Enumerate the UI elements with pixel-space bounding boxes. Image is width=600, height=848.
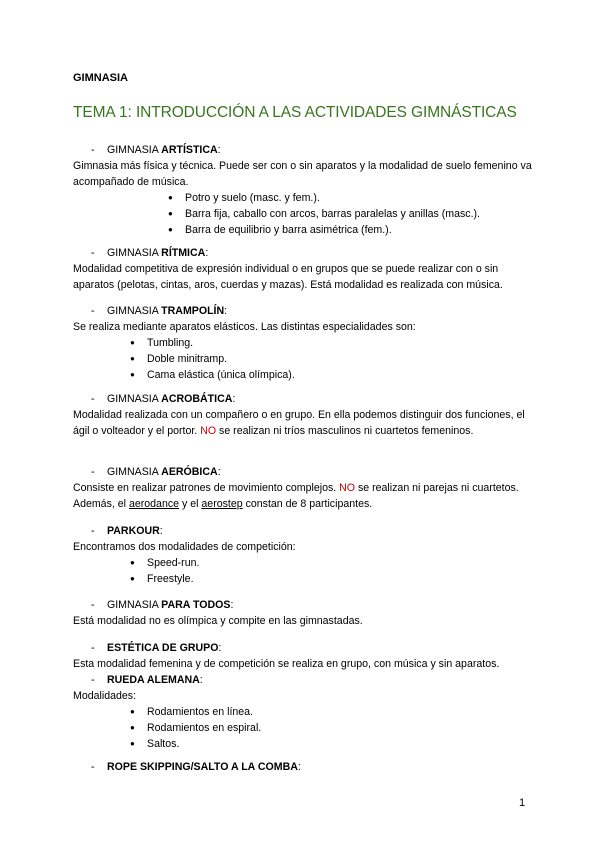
section-body: Gimnasia más física y técnica. Puede ser con o sin aparatos y la modalidad de suelo femenino va acompañado de música. bbox=[73, 160, 532, 188]
dash-bullet: - bbox=[91, 247, 95, 259]
section-name: AERÓBICA bbox=[161, 466, 218, 478]
section-heading: - ROPE SKIPPING/SALTO A LA COMBA: bbox=[91, 761, 301, 773]
section-name: PARA TODOS bbox=[161, 599, 231, 611]
section-body: Se realiza mediante aparatos elásticos. Las distintas especialidades son: bbox=[73, 321, 416, 333]
section-name: RUEDA ALEMANA bbox=[107, 674, 200, 686]
list-item: ● Cama elástica (única olímpica). bbox=[147, 367, 533, 383]
section-ritmica bbox=[73, 245, 533, 293]
section-heading: - GIMNASIA TRAMPOLÍN: bbox=[91, 305, 228, 317]
list-item: ● Rodamientos en espiral. bbox=[147, 720, 533, 736]
bullet-list bbox=[73, 335, 533, 383]
section-name: ARTÍSTICA bbox=[161, 144, 218, 156]
section-heading: - GIMNASIA ARTÍSTICA: bbox=[91, 144, 221, 156]
underlined-term-aerostep: aerostep bbox=[201, 498, 243, 510]
page-number: 1 bbox=[519, 797, 526, 809]
list-item: ● Speed-run. bbox=[147, 555, 533, 571]
section-acrobatica bbox=[73, 391, 533, 439]
dash-bullet: - bbox=[91, 466, 95, 478]
section-heading: - RUEDA ALEMANA: bbox=[91, 674, 203, 686]
emphasis-no: NO bbox=[339, 482, 356, 494]
section-aerobica bbox=[73, 464, 533, 512]
bullet-list bbox=[73, 555, 533, 587]
section-heading: - GIMNASIA AERÓBICA: bbox=[91, 466, 221, 478]
bullet-list bbox=[73, 190, 533, 238]
section-name: PARKOUR bbox=[107, 525, 160, 537]
section-body: Modalidades: bbox=[73, 690, 137, 702]
list-item: ● Freestyle. bbox=[147, 571, 533, 587]
document-header: GIMNASIA bbox=[73, 72, 128, 84]
list-item: ● Barra de equilibrio y barra asimétrica (fem.). bbox=[185, 222, 533, 238]
section-trampolin bbox=[73, 303, 533, 383]
section-heading: - GIMNASIA ACROBÁTICA: bbox=[91, 393, 236, 405]
section-name: ESTÉTICA DE GRUPO bbox=[107, 642, 219, 654]
list-item: ● Saltos. bbox=[147, 736, 533, 752]
section-name: ROPE SKIPPING/SALTO A LA COMBA bbox=[107, 761, 298, 773]
section-name: ACROBÁTICA bbox=[161, 393, 233, 405]
dash-bullet: - bbox=[91, 674, 95, 686]
dash-bullet: - bbox=[91, 525, 95, 537]
section-estetica bbox=[73, 640, 533, 752]
page-title: TEMA 1: INTRODUCCIÓN A LAS ACTIVIDADES GIMNÁSTICAS bbox=[73, 104, 517, 121]
section-body: Modalidad realizada con un compañero o en grupo. En ella podemos distinguir dos funciones, el ágil o volteador y el portor. NO se realizan ni tríos masculinos ni cuartetos femeninos. bbox=[73, 409, 525, 437]
dash-bullet: - bbox=[91, 144, 95, 156]
section-body: Modalidad competitiva de expresión individual o en grupos que se puede realizar con o sin aparatos (pelotas, cintas, aros, cuerdas y mazas). Está modalidad es realizada con música. bbox=[73, 263, 503, 291]
section-name: RÍTMICA bbox=[161, 247, 206, 259]
list-item: ● Potro y suelo (masc. y fem.). bbox=[185, 190, 533, 206]
dash-bullet: - bbox=[91, 761, 95, 773]
section-heading: - GIMNASIA PARA TODOS: bbox=[91, 599, 234, 611]
section-para-todos bbox=[73, 597, 533, 629]
section-heading: - PARKOUR: bbox=[91, 525, 163, 537]
underlined-term-aerodance: aerodance bbox=[128, 498, 180, 510]
dash-bullet: - bbox=[91, 305, 95, 317]
section-body: Consiste en realizar patrones de movimiento complejos. NO se realizan ni parejas ni cuartetos. Además, el aerodance y el aerostep constan de 8 participantes. bbox=[73, 482, 519, 510]
section-name: TRAMPOLÍN bbox=[161, 305, 225, 317]
section-heading: - ESTÉTICA DE GRUPO: bbox=[91, 642, 222, 654]
dash-bullet: - bbox=[91, 599, 95, 611]
section-heading: - GIMNASIA RÍTMICA: bbox=[91, 247, 209, 259]
dash-bullet: - bbox=[91, 393, 95, 405]
section-body: Está modalidad no es olímpica y compite en las gimnastadas. bbox=[73, 615, 363, 627]
dash-bullet: - bbox=[91, 642, 95, 654]
list-item: ● Tumbling. bbox=[147, 335, 533, 351]
bullet-list bbox=[73, 704, 533, 752]
section-artistica bbox=[73, 142, 533, 238]
section-rope-skipping bbox=[73, 759, 533, 775]
list-item: ● Doble minitramp. bbox=[147, 351, 533, 367]
section-body: Esta modalidad femenina y de competición se realiza en grupo, con música y sin aparatos. bbox=[73, 658, 500, 670]
list-item: ● Rodamientos en línea. bbox=[147, 704, 533, 720]
section-parkour bbox=[73, 523, 533, 587]
section-body: Encontramos dos modalidades de competición: bbox=[73, 541, 296, 553]
emphasis-no: NO bbox=[200, 425, 217, 437]
list-item: ● Barra fija, caballo con arcos, barras paralelas y anillas (masc.). bbox=[185, 206, 533, 222]
